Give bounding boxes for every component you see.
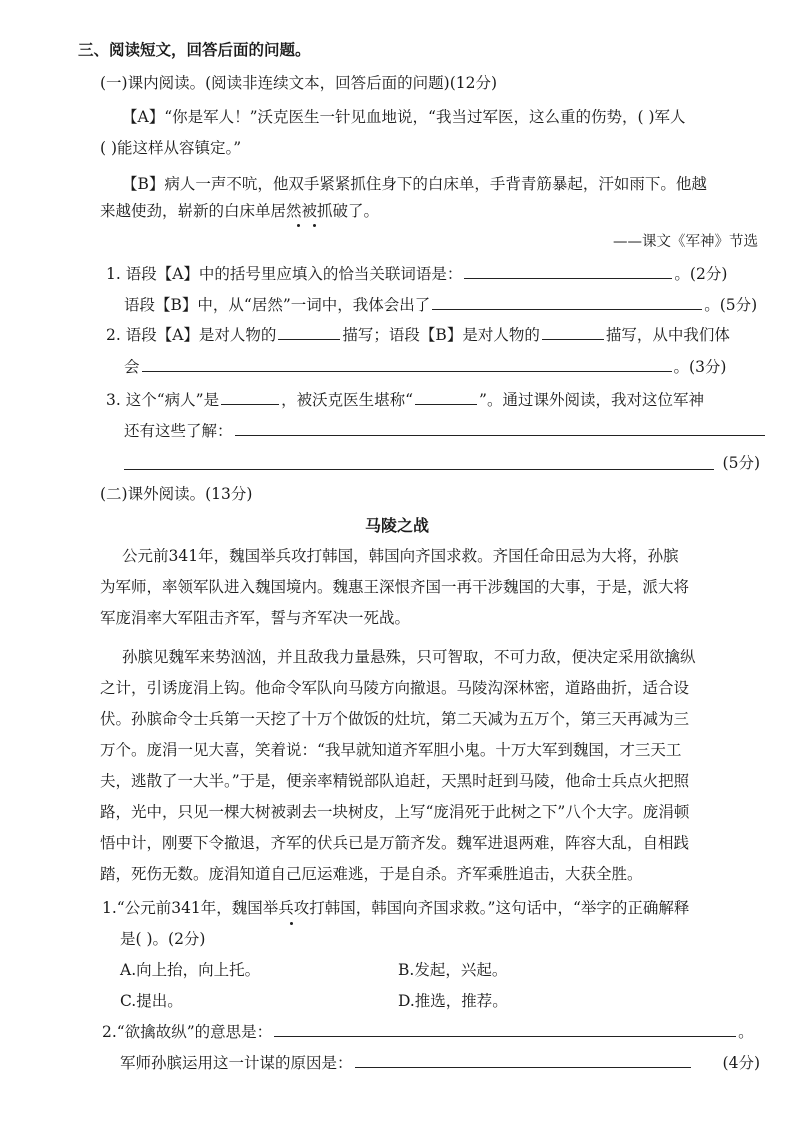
answer-blank-3d[interactable] [124, 469, 714, 470]
passage-p2-line1: 孙膑见魏军来势汹汹，并且敌我力量悬殊，只可智取，不可力敌，便决定采用欲擒纵 [122, 648, 696, 666]
passage-p1-line1: 公元前341年，魏国举兵攻打韩国，韩国向齐国求救。齐国任命田忌为大将，孙膑 [122, 547, 679, 565]
paragraph-b-line1: 【B】病人一声不吭，他双手紧紧抓住身下的白床单，手背青筋暴起，汗如雨下。他越 [122, 175, 707, 193]
paragraph-a-line1: 【A】“你是军人！”沃克医生一针见血地说，“我当过军医，这么重的伤势，( )军人 [122, 108, 686, 126]
question-3-line2 [124, 424, 767, 440]
emphasis-dot [297, 224, 300, 227]
part2-heading: (二)课外阅读。(13分) [100, 485, 253, 503]
question-2-text-1: 2. 语段【A】是对人物的 [106, 326, 277, 344]
question-p2-2-score: (4分) [722, 1054, 760, 1072]
answer-blank-1a[interactable] [464, 277, 672, 279]
passage-p2-line7: 悟中计，刚要下令撤退，齐军的伏兵已是万箭齐发。魏军进退两难，阵容大乱，自相践 [100, 834, 690, 852]
option-a[interactable]: A.向上抬，向上托。 [120, 961, 261, 979]
question-2 [106, 328, 730, 344]
question-p2-1: 1.“公元前341年，魏国举兵攻打韩国，韩国向齐国求救。”这句话中，“举字的正确解释 [102, 899, 690, 917]
question-1a-score: 。(2分) [674, 265, 728, 283]
passage-p2-line5: 夫，逃散了一大半。”于是，便亲率精锐部队追赶，天黑时赶到马陵，他命士兵点火把照 [100, 772, 690, 790]
section-heading: 三、阅读短文，回答后面的问题。 [78, 40, 311, 59]
question-p2-1-line2: 是( )。(2分) [120, 930, 206, 948]
answer-blank-3a[interactable] [221, 403, 279, 405]
question-3-text-4: 还有这些了解： [124, 422, 233, 440]
question-p2-2b [120, 1056, 693, 1072]
option-c[interactable]: C.提出。 [120, 992, 183, 1010]
question-2-text-2: 描写；语段【B】是对人物的 [342, 326, 540, 344]
paragraph-a-line2: ( )能这样从容镇定。” [100, 139, 242, 157]
answer-blank-2c[interactable] [142, 370, 672, 372]
question-p2-2-text: 2.“欲擒故纵”的意思是： [102, 1023, 273, 1041]
passage-p2-line6: 路，光中，只见一棵大树被剥去一块树皮，上写“庞涓死于此树之下”八个大字。庞涓顿 [100, 803, 690, 821]
question-p2-2 [102, 1025, 754, 1041]
option-d[interactable]: D.推选，推荐。 [398, 992, 508, 1010]
question-1a [106, 267, 727, 283]
question-1b-score: 。(5分) [704, 296, 758, 314]
passage-p2-line2: 之计，引诱庞涓上钩。他命令军队向马陵方向撤退。马陵沟深林密，道路曲折，适合设 [100, 679, 690, 697]
passage-p2-line4: 万个。庞涓一见大喜，笑着说：“我早就知道齐军胆小鬼。十万大军到魏国，才三天工 [100, 741, 682, 759]
question-p2-2b-text: 军师孙膑运用这一计谋的原因是： [120, 1054, 353, 1072]
answer-blank-3b[interactable] [415, 403, 477, 405]
passage-p1-line2: 为军师，率领军队进入魏国境内。魏惠王深恨齐国一再干涉魏国的大事，于是，派大将 [100, 578, 690, 596]
question-3-score: (5分) [722, 454, 760, 472]
answer-blank-3c[interactable] [235, 434, 765, 436]
question-1b [124, 298, 757, 314]
answer-blank-p2-2[interactable] [274, 1035, 736, 1037]
emphasis-dot [313, 224, 316, 227]
question-2-line2 [124, 360, 726, 376]
question-p2-2-tail: 。 [738, 1023, 754, 1041]
question-3 [106, 393, 704, 409]
question-1a-text: 1. 语段【A】中的括号里应填入的恰当关联词语是： [106, 265, 463, 283]
question-3-text-2: ，被沃克医生堪称“ [281, 391, 414, 409]
emphasis-dot [290, 922, 293, 925]
paragraph-b-line2: 来越使劲，崭新的白床单居然被抓破了。 [100, 202, 380, 220]
option-b[interactable]: B.发起，兴起。 [398, 961, 508, 979]
passage-p2-line3: 伏。孙膑命令士兵第一天挖了十万个做饭的灶坑，第二天减为五万个，第三天再减为三 [100, 710, 690, 728]
passage-p1-line3: 军庞涓率大军阻击齐军，誓与齐军决一死战。 [100, 609, 411, 627]
answer-blank-p2-2b[interactable] [355, 1066, 691, 1068]
question-3-text-1: 3. 这个“病人”是 [106, 391, 220, 409]
source-citation: ——课文《军神》节选 [613, 234, 758, 250]
passage-title: 马陵之战 [364, 516, 429, 535]
question-2-score: 。(3分) [673, 358, 727, 376]
part1-heading: (一)课内阅读。(阅读非连续文本，回答后面的问题)(12分) [100, 74, 498, 92]
question-3-text-3: ”。通过课外阅读，我对这位军神 [479, 391, 704, 409]
answer-blank-1b[interactable] [432, 308, 702, 310]
answer-blank-2a[interactable] [278, 338, 340, 340]
question-2-text-3: 描写，从中我们体 [605, 326, 730, 344]
passage-p2-line8: 踏，死伤无数。庞涓知道自己厄运难逃，于是自杀。齐军乘胜追击，大获全胜。 [100, 865, 643, 883]
question-2-text-4: 会 [124, 358, 140, 376]
question-1b-text: 语段【B】中，从“居然”一词中，我体会出了 [124, 296, 431, 314]
answer-blank-2b[interactable] [542, 338, 604, 340]
